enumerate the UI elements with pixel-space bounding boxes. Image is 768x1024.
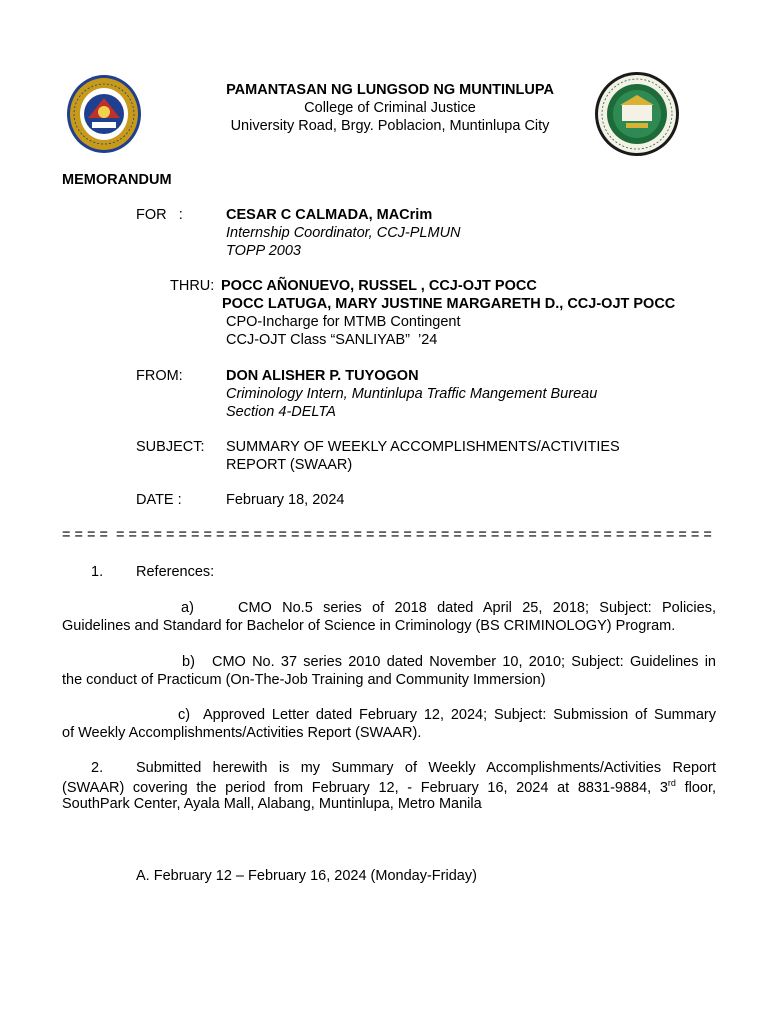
item-2-line-1: Submitted herewith is my Summary of Weekly Accomplishments/Activities Report [136,760,716,776]
college-name: College of Criminal Justice [304,100,476,116]
divider-line: = = = = = = = = = = = = = = = = = = = = = = = = = = = = = = = = = = = = = = = = = = = = = = = = = = = = [62,527,712,543]
ref-a-letter: a) [181,600,194,616]
subject-line-1: SUMMARY OF WEEKLY ACCOMPLISHMENTS/ACTIVITIES [226,439,620,455]
thru-name-1: POCC AÑONUEVO, RUSSEL , CCJ-OJT POCC [221,278,537,294]
item-2-line-3: SouthPark Center, Ayala Mall, Alabang, Muntinlupa, Metro Manila [62,796,482,812]
memo-heading: MEMORANDUM [62,172,172,188]
university-seal-logo [66,74,142,154]
item-2-superscript: rd [667,778,676,788]
item-2-line-2 [62,778,716,796]
section-a-heading: A. February 12 – February 16, 2024 (Monday-Friday) [136,868,477,884]
for-label: FOR : [136,207,183,223]
university-name: PAMANTASAN NG LUNGSOD NG MUNTINLUPA [226,82,554,98]
ref-a-line-2: Guidelines and Standard for Bachelor of Science in Criminology (BS CRIMINOLOGY) Program. [62,618,676,634]
ref-c-letter: c) [178,707,191,723]
for-title: Internship Coordinator, CCJ-PLMUN [226,225,461,241]
from-name: DON ALISHER P. TUYOGON [226,368,419,384]
ref-c-line-1: Approved Letter dated February 12, 2024; Subject: Submission of Summary [203,707,716,723]
for-name: CESAR C CALMADA, MACrim [226,207,433,223]
item-2-line-2-end: floor, [675,779,717,796]
item-1-number: 1. [91,564,104,580]
ref-c-line-2: of Weekly Accomplishments/Activities Report (SWAAR). [62,725,422,741]
from-title: Criminology Intern, Muntinlupa Traffic Mangement Bureau [226,386,598,402]
date-label: DATE : [136,492,182,508]
ref-a-line-1: CMO No.5 series of 2018 dated April 25, 2018; Subject: Policies, [238,600,716,616]
university-address: University Road, Brgy. Poblacion, Muntinlupa City [230,118,550,134]
thru-name-2: POCC LATUGA, MARY JUSTINE MARGARETH D., CCJ-OJT POCC [222,296,676,312]
thru-role-2: CCJ-OJT Class “SANLIYAB” ’24 [226,332,438,348]
subject-line-2: REPORT (SWAAR) [226,457,353,473]
ref-b-line-2: the conduct of Practicum (On-The-Job Training and Community Immersion) [62,672,546,688]
ref-b-line-1: CMO No. 37 series 2010 dated November 10, 2010; Subject: Guidelines in [212,654,716,670]
from-section: Section 4-DELTA [226,404,336,420]
from-label: FROM: [136,368,183,384]
item-2-line-2-text: (SWAAR) covering the period from February 12, - February 16, 2024 at 8831-9884, 3 [62,779,668,796]
thru-role-1: CPO-Incharge for MTMB Contingent [226,314,461,330]
item-1-label: References: [136,564,215,580]
ref-b-letter: b) [182,654,195,670]
item-2-number: 2. [91,760,104,776]
subject-label: SUBJECT: [136,439,205,455]
thru-label: THRU: [170,278,215,294]
for-title-2: TOPP 2003 [226,243,301,259]
date-value: February 18, 2024 [226,492,345,508]
